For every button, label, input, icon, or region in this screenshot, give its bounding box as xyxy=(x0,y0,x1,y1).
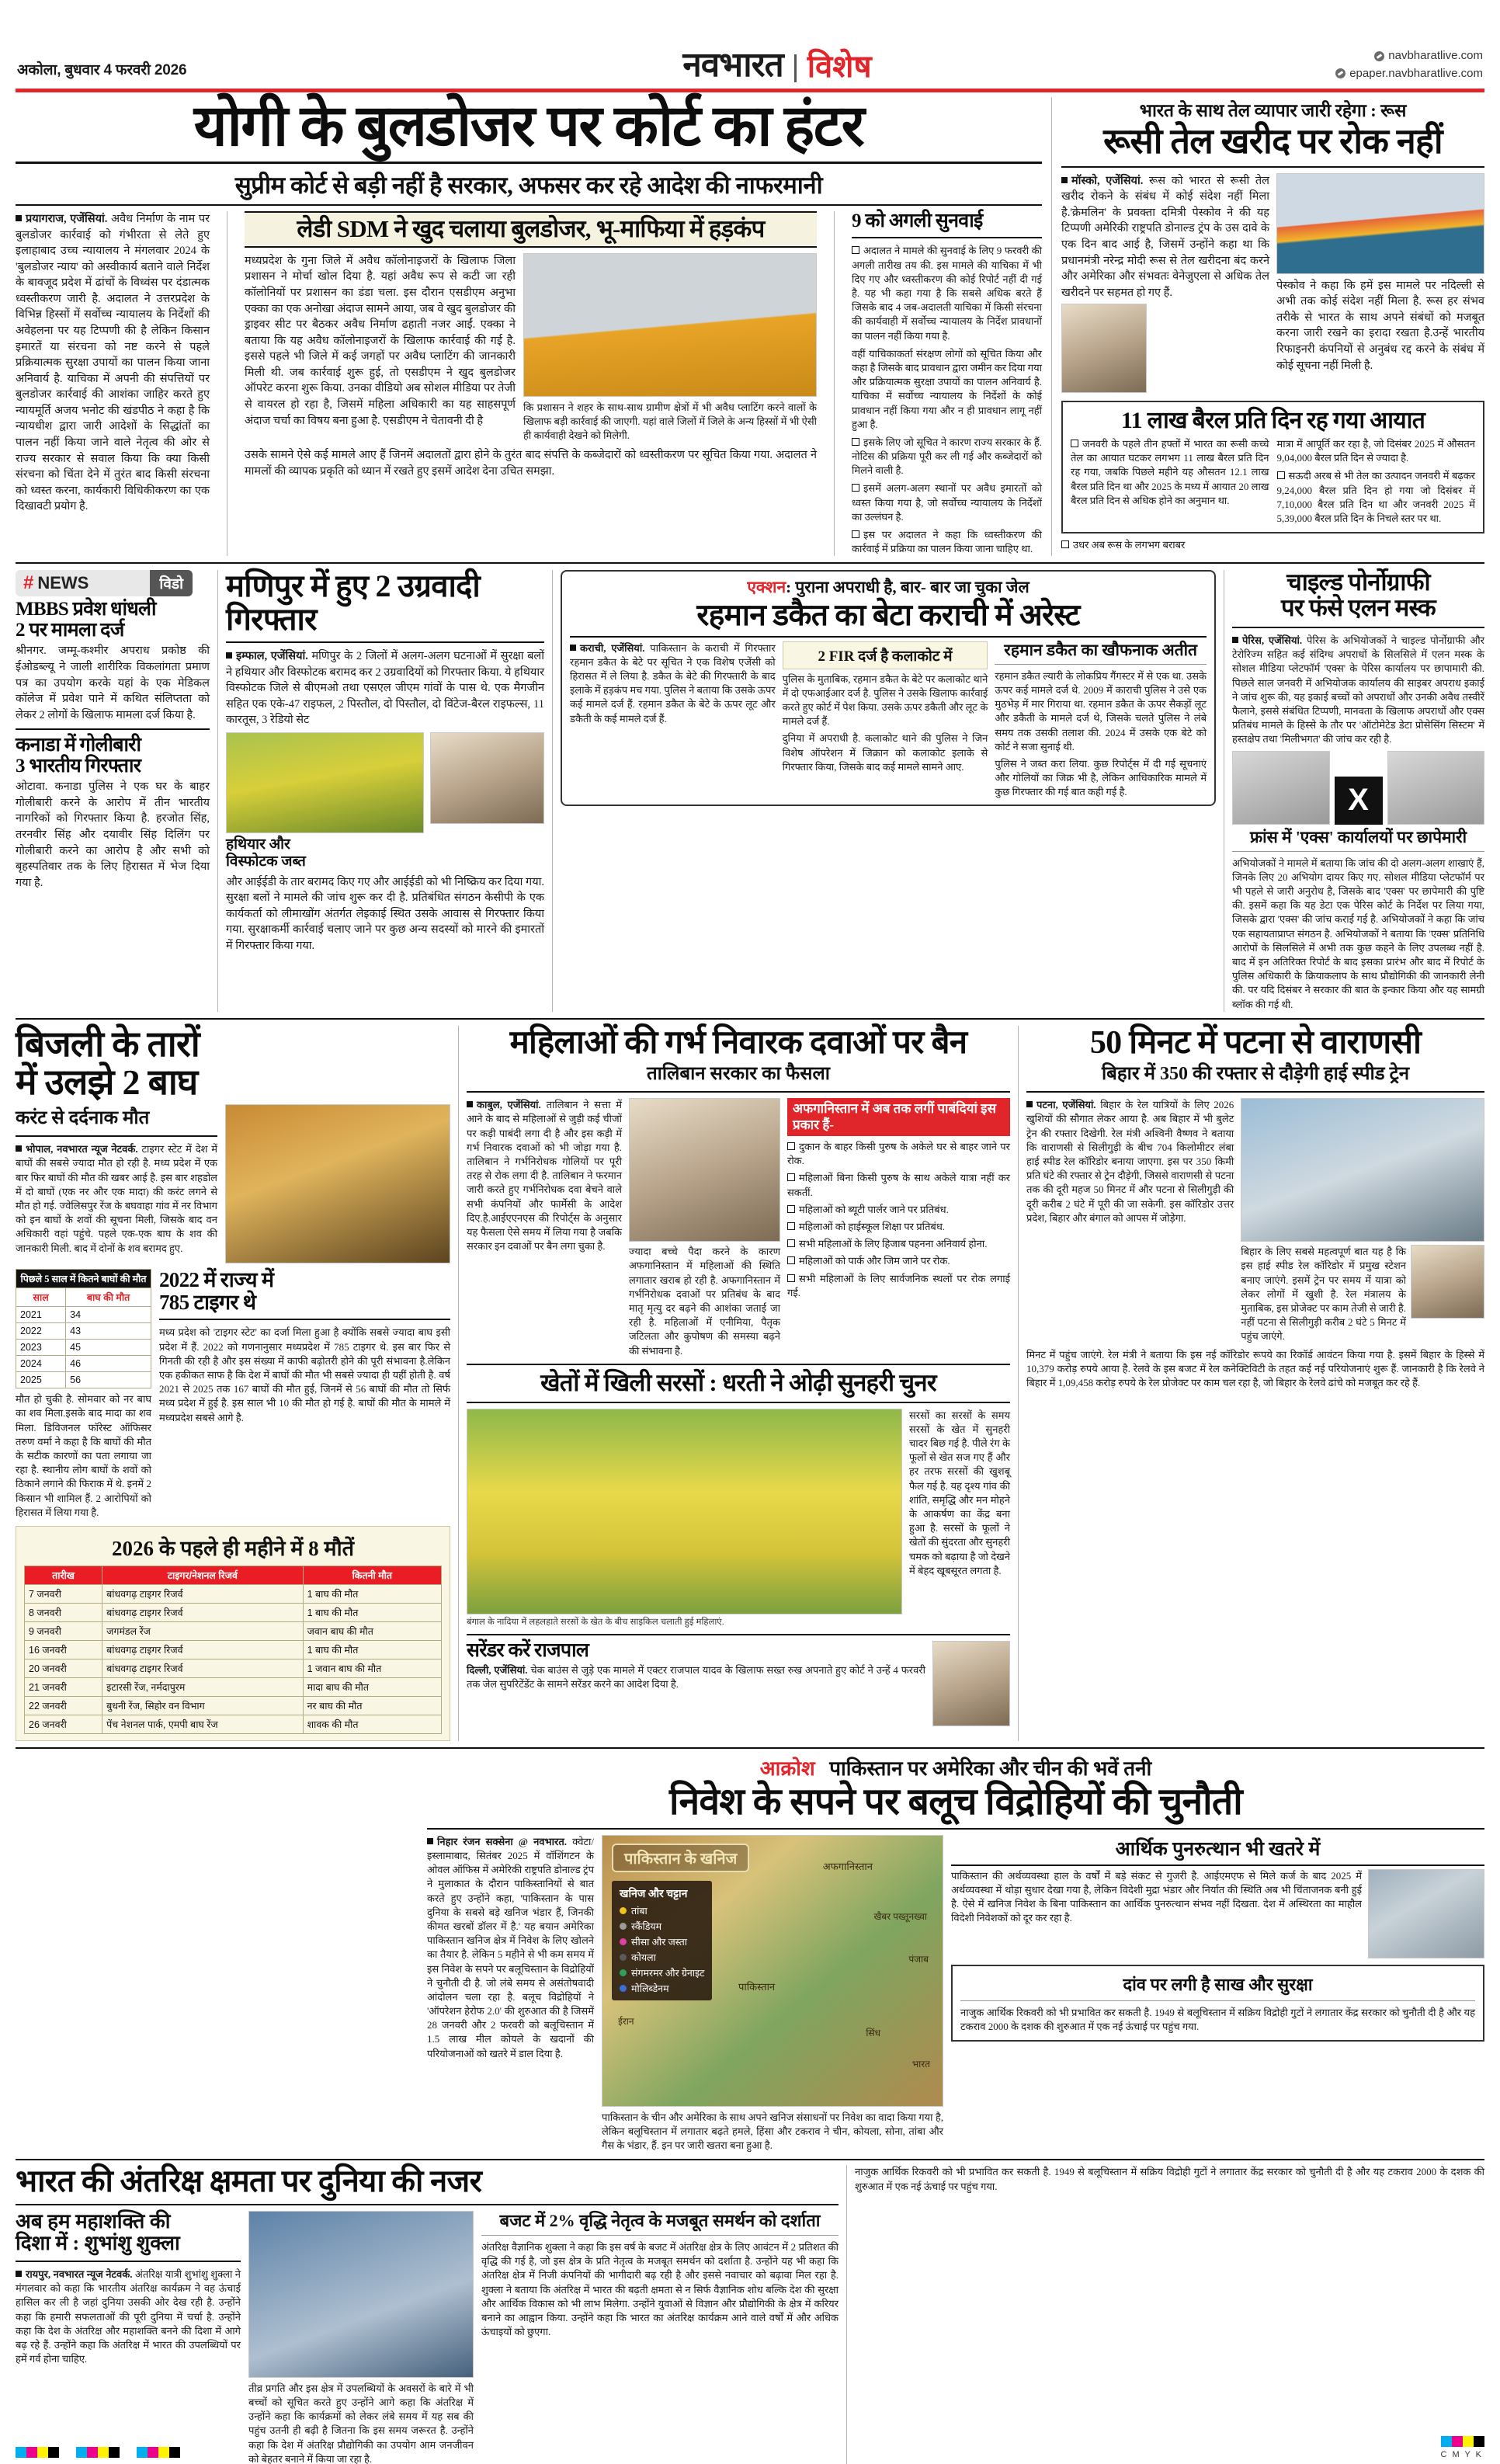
space-subhead-2: दिशा में : शुभांशु शुक्ला xyxy=(16,2232,180,2255)
tiger-headline-2: में उलझे 2 बाघ xyxy=(16,1062,198,1102)
legend-title: खनिज और चट्टान xyxy=(620,1888,688,1900)
baloch-story xyxy=(427,1753,1484,2153)
checkbox-icon xyxy=(787,1239,795,1247)
legend-dot-icon xyxy=(620,1985,627,1992)
cell-date: 26 जनवरी xyxy=(25,1715,102,1733)
legend-dot-icon xyxy=(620,1923,627,1930)
rajpal-story xyxy=(467,1641,1010,1726)
manipur-suspect-photo xyxy=(430,732,544,824)
baloch-side-text-2: नाजुक आर्थिक रिकवरी को भी प्रभावित कर सकती है. 1949 से बलूचिस्तान में सक्रिय विद्रोही गुटों ने लगातार केंद्र सरकार को चुनौती दी है और यह टकराव 2000 के दशक की शुरुआत में एक नई ऊंचाई पर पहुंच गया. xyxy=(960,2006,1475,2033)
baloch-overflow-text: नाजुक आर्थिक रिकवरी को भी प्रभावित कर सकती है. 1949 से बलूचिस्तान में सक्रिय विद्रोही गुटों ने लगातार केंद्र सरकार को चुनौती दी है और यह टकराव 2000 के दशक की शुरुआत में एक नई ऊंचाई पर पहुंच गया. xyxy=(855,2166,1484,2192)
table-row xyxy=(25,1584,442,1603)
cell-reserve: जगमंडल रेंज xyxy=(102,1621,303,1640)
cell-year: 2021 xyxy=(16,1307,66,1323)
table-row xyxy=(25,1696,442,1715)
musk-byline: पेरिस, एजेंसियां. xyxy=(1242,634,1303,647)
mustard-caption: बंगाल के नादिया में लहलहाते सरसों के खेत के बीच साइकिल चलाती हुई महिलाएं. xyxy=(467,1617,724,1627)
cell-deaths: मादा बाघ की मौत xyxy=(303,1677,441,1696)
musk-photo xyxy=(1232,751,1330,825)
canada-headline-1: कनाडा में गोलीबारी xyxy=(16,735,141,756)
rahman-text-1: कराची, एजेंसियां. पाकिस्तान के कराची में गिरफ्तार रहमान डकैत के बेटे पर सूचित ने एक विशेष एजेंसी को हिरासत में ले लिया है. डकैत के बेटे की गिरफ्तारी के बाद इलाके में हड़कंप मच गया. पुलिस ने बताया कि उसके ऊपर कई मामले दर्ज हैं. रहमान डकैत के बेटे के ऊपर लूट और डकैती के कई मामले दर्ज हैं. xyxy=(570,641,776,725)
taliban-text-2: ज्यादा बच्चे पैदा करने के कारण अफगानिस्तान में महिलाओं की स्थिति लगातार खराब हो रही है. अफगानिस्तान में गर्भनिरोधक दवाओं पर प्रतिबंध के बाद मातृ मृत्यु दर बढ़ने की आशंका जताई जा रही है. महिलाओं में एनीमिया, पैतृक जटिलता और कुपोषण की समस्या बढ़ने की संभावना है. xyxy=(629,1246,780,1357)
train-story xyxy=(1026,1026,1484,1741)
cell-deaths: नर बाघ की मौत xyxy=(303,1696,441,1715)
legend-item: मोलिब्डेनम xyxy=(620,1982,704,1995)
table-row xyxy=(25,1621,442,1640)
baloch-side-box xyxy=(951,1965,1484,2042)
legend-item: तांबा xyxy=(620,1904,704,1917)
hearing-bullet-4: इसमें अलग-अलग स्थानों पर अवैध इमारतों को ध्वस्त किया गया है, जो सर्वोच्च न्यायालय के निर्देशों का उल्लंघन है. xyxy=(852,482,1042,523)
hash-icon: # xyxy=(23,572,34,594)
russia-story xyxy=(1061,97,1484,556)
mustard-photo xyxy=(467,1409,902,1614)
rajpal-headline: सरेंडर करें राजपाल xyxy=(467,1639,589,1661)
rahman-kicker-label: एक्शन xyxy=(747,578,786,597)
rajpal-photo xyxy=(932,1641,1010,1726)
cell-deaths: 1 बाघ की मौत xyxy=(303,1640,441,1659)
russia-text-2: पेस्कोव ने कहा कि हमें इस मामले पर नदिल्ली से अभी तक कोई संदेश नहीं मिला है. रूस हर संभव तरीके से भारत के साथ अपने संबंधों को मजबूत करना जारी रखने का इरादा रखता है.उन्हें भारतीय रिफाइनरी कंपनियों से अनुबंध रद्द करने के संबंध में कोई सूचना नहीं मिली है. xyxy=(1276,279,1484,372)
checkbox-icon xyxy=(787,1173,795,1181)
rahman-fir-title: 2 FIR दर्ज है कलाकोट में xyxy=(818,648,953,665)
table-row xyxy=(25,1715,442,1733)
taliban-bans-block xyxy=(787,1098,1010,1358)
rahman-fir-box xyxy=(783,641,988,669)
table-row xyxy=(16,1307,151,1323)
second-band xyxy=(0,564,1500,1011)
taliban-bans-list xyxy=(787,1140,1010,1300)
baloch-headline: निवेश के सपने पर बलूच विद्रोहियों की चुनौती xyxy=(669,1781,1242,1823)
musk-subhead: फ्रांस में 'एक्स' कार्यालयों पर छापेमारी xyxy=(1249,827,1467,846)
tiger-photo xyxy=(225,1104,450,1263)
bullet-square-icon xyxy=(226,652,232,659)
table-row xyxy=(16,1372,151,1388)
russia-kicker: भारत के साथ तेल व्यापार जारी रहेगा : रूस xyxy=(1139,101,1407,120)
legend-dot-icon xyxy=(620,1907,627,1914)
manipur-text-1: इम्फाल, एजेंसियां. मणिपुर के 2 जिलों में अलग-अलग घटनाओं में सुरक्षा बलों ने हथियार और विस्फोटक बरामद कर 2 उग्रवादियों को गिरफ्तार किया. ये हथियार विस्फोटक जिले से बीएमओ तथा एसएल जीएम गांवों के पास थे. एक मैगजीन सहित एक एके-47 राइफल, 2 पिस्तौल, दो पिस्तौल, दो विंटेज-बैरल राइफल्स, 11 कारतूस, 3 रेडियो सेट xyxy=(226,650,544,727)
lead-body-columns xyxy=(16,211,1042,556)
map-label-kp: खैबर पख्तूनख्वा xyxy=(873,1910,927,1922)
rajpal-location: दिल्ली, एजेंसियां. xyxy=(467,1664,528,1677)
musk-story xyxy=(1232,570,1484,1011)
cell-deaths: 45 xyxy=(66,1340,151,1356)
train-text-3: मिनट में पहुंच जाएंगे. रेल मंत्री ने बताया कि इस नई कॉरिडोर रूपये का रिकॉर्ड आवंटन किया गया है. इसमें बिहार के हिस्से में 10,379 करोड़ रुपये आया है. रेलवे के इस बजट में रेल कनेक्टिविटी के तहत कई नई परियोजनाएं शुरू हैं. जानकारी है कि रेलवे ने बिहार में 1,09,458 करोड़ रुपये के रेल प्रोजेक्ट पर काम चल रहा है, जो बिहार के रेलवे ढांचे को मजबूत कर रहे हैं. xyxy=(1026,1348,1484,1388)
lead-subhead: सुप्रीम कोर्ट से बड़ी नहीं है सरकार, अफसर कर रहे आदेश की नाफरमानी xyxy=(234,171,823,199)
checkbox-icon xyxy=(852,438,859,446)
map-legend xyxy=(612,1881,712,2000)
rajpal-text: दिल्ली, एजेंसियां. चेक बाउंस से जुड़े एक मामले में एक्टर राजपाल यादव के खिलाफ सख्त रुख अपनाते हुए कोर्ट ने उन्हें 4 फरवरी तक जेल सुपरिटेंडेंट के सामने सरेंडर करने का आदेश दिया है. xyxy=(467,1664,925,1691)
baloch-side-photo xyxy=(1368,1869,1484,1958)
third-band xyxy=(0,1020,1500,1741)
registration-marks-left xyxy=(16,2447,180,2458)
cell-year: 2025 xyxy=(16,1372,66,1388)
news-label: NEWS xyxy=(37,573,89,593)
news-video-badge[interactable] xyxy=(16,570,193,596)
oil-import-box xyxy=(1061,401,1484,533)
cell-deaths: 34 xyxy=(66,1307,151,1323)
cell-deaths: 43 xyxy=(66,1323,151,1340)
tiger-table-1-title: पिछले 5 साल में कितने बाघों की मौत xyxy=(16,1270,151,1288)
rahman-headline: रहमान डकैत का बेटा कराची में अरेस्ट xyxy=(696,599,1080,633)
table-row xyxy=(25,1640,442,1659)
musk-text-2: अभियोजकों ने मामले में बताया कि जांच की दो अलग-अलग शाखाएं हैं, जिनके लिए 20 अभियोग दायर किए गए. सोशल मीडिया प्लेटफॉर्म पर भी पहले से जारी अनुरोध है, जिसके बाद 'एक्स' पर छापेमारी की पुष्टि की. इसमें कहा कि यह डेटा एक पेरिस कोर्ट के निर्देश पर लिया गया, जिसके द्वारा 'एक्स' की जांच कराई गई है. अभियोजकों ने कहा कि जांच एक सहायताप्राप्त संगठन है. अभियोजकों ने बताया कि 'एक्स' प्रतिनिधि आरोपों के सिलसिले में अभी तक कुछ कहने के लिए उपलब्ध नहीं है. बाद में इन अतिरिक्त रिपोर्ट के बाद इसका प्रारंभ और बाद में रिपोर्ट के पुलिस अधिकारी के क्रियाकलाप के साथ प्रौद्योगिकी की जानकारी लेनी की. पर यदि दिसंबर ने सरकार की बात के इन्कार किया और यह सामग्री ब्लॉक की गई थी. xyxy=(1232,857,1484,1010)
hearing-bullet-3: इसके लिए जो सूचित ने कारण राज्य सरकार के हैं. नोटिस की प्रक्रिया पूरी कर ली गई और कब्जेदारों को मिलने वाली है. xyxy=(852,436,1042,477)
bullet-square-icon xyxy=(16,1145,22,1152)
rahman-story xyxy=(561,570,1216,1011)
cell-reserve: बांधवगढ़ टाइगर रिजर्व xyxy=(102,1603,303,1621)
rahman-text-3: दुनिया में अपराधी है. कलाकोट थाने की पुलिस ने जिन विशेष ऑपरेशन में जिक्रान को कलाकोट इलाके से गिरफ्तार किया, जिसके बाद कई मामले सामने आए. xyxy=(782,732,988,773)
hearing-story xyxy=(852,211,1042,556)
taliban-photo xyxy=(629,1098,780,1242)
legend-dot-icon xyxy=(620,1969,627,1976)
bullet-square-icon xyxy=(1061,177,1068,183)
baloch-side-text: पाकिस्तान की अर्थव्यवस्था हाल के वर्षों में बड़े संकट से गुजरी है. आईएमएफ से मिले कर्ज के बाद 2025 में अर्थव्यवस्था में थोड़ा सुधार देखा गया है, लेकिन विदेशी मुद्रा भंडार और निर्यात की स्थिति अब भी चिंताजनक बनी हुई है. ऐसे में खनिज निवेश के बिना पाकिस्तान का आर्थिक पुनरुत्थान संभव नहीं दिखता. देश में अस्थिरता का माहौल विदेशी निवेशकों को दूर कर रहा है. xyxy=(951,1869,1362,1924)
cell-date: 9 जनवरी xyxy=(25,1621,102,1640)
tiger-monthly-table xyxy=(24,1566,442,1734)
hearing-headline: 9 को अगली सुनवाई xyxy=(852,210,983,231)
masthead-logo xyxy=(328,48,1227,82)
lead-byline: प्रयागराज, एजेंसियां. xyxy=(26,212,108,225)
bullet-square-icon xyxy=(427,1838,433,1844)
space-budget-text: अंतरिक्ष वैज्ञानिक शुक्ला ने कहा कि इस वर्ष के बजट में अंतरिक्ष क्षेत्र के लिए आवंटन में 2 प्रतिशत की वृद्धि की गई है, जो इस क्षेत्र के प्रति नेतृत्व के मजबूत समर्थन को दर्शाता है. उन्होंने यह भी कहा कि अंतरिक्ष क्षेत्र में निजी कंपनियों की भागीदारी बढ़ रही है और इससे नवाचार को बढ़ावा मिल रहा है. शुक्ला ने बताया कि अंतरिक्ष में भारत की बढ़ती क्षमता से न सिर्फ वैज्ञानिक शोध बल्कि देश की सुरक्षा और आर्थिक विकास को भी लाभ मिलेगा. उन्होंने युवाओं से विज्ञान और प्रौद्योगिकी के क्षेत्र में करियर बनाने का आह्वान किया. उन्होंने कहा कि भारत का अंतरिक्ष कार्यक्रम आने वाले वर्षों में और अधिक ऊंचाइयों को छुएगा. xyxy=(481,2241,839,2338)
legend-item: संगमरमर और ग्रेनाइट xyxy=(620,1966,704,1979)
cell-year: 2022 xyxy=(16,1323,66,1340)
rahman-subhead: रहमान डकैत का खौफनाक अतीत xyxy=(1004,640,1198,659)
table-row xyxy=(25,1659,442,1677)
baloch-text-1: निहार रंजन सक्सेना @ नवभारत. क्वेटा/इस्लामाबाद, सितंबर 2025 में वॉशिंगटन के ओवल ऑफिस में अमेरिकी राष्ट्रपति डोनाल्ड ट्रंप ने मुलाकात के दौरान पाकिस्तानियों से बात करते हुए उन्होंने कहा, 'पाकिस्तान के पास दुनिया के सबसे बड़े खनिज भंडार हैं, जिनकी कीमत खरबों डॉलर में है.' यह बयान अमेरिका पाकिस्तान खनिज क्षेत्र में निवेश के लिए खोलने का तैयार है. लेकिन 5 महीने से भी कम समय में इस निवेश के सपने पर बलूचिस्तान के विद्रोहियों ने चुनौती दी है. जो लंबे समय से असंतोषवादी आंदोलन चला रहा है. बलूच विद्रोहियों ने 'ऑपरेशन हेरोफ 2.0' की शुरुआत की है जिसमें 28 जनवरी और 2 फरवरी को बलूचिस्तान में 1.5 लाख मील कोयले के खदानों की परियोजनाओं को खतरे में डाल दिया है. xyxy=(427,1835,595,2059)
fifth-band-right xyxy=(855,2165,1484,2464)
lead-text-1 xyxy=(16,211,210,515)
space-story xyxy=(16,2165,839,2464)
cell-reserve: बांधवगढ़ टाइगर रिजर्व xyxy=(102,1640,303,1659)
tiger-mid-block xyxy=(159,1269,450,1520)
cell-deaths: 1 बाघ की मौत xyxy=(303,1584,441,1603)
hearing-bullet-6: उधर अब रूस के लगभग बराबर xyxy=(1061,538,1484,552)
checkbox-icon xyxy=(852,530,859,538)
hearing-bullet-1: अदालत ने मामले की सुनवाई के लिए 9 फरवरी की अगली तारीख तय की. इस मामले की याचिका में भी दिए गए और ध्वस्तीकरण की कोई रिपोर्ट नहीं दी गई है. यह भी कहा गया है कि सबसे अधिक बरते हैं जिसके बाद 4 जब-अदालती याचिका में किसी संरचना की कार्यवाही में सर्वोच्च न्यायालय के निर्देश प्रावधानों का पालन नहीं किया गया है. xyxy=(852,245,1042,342)
train-text-1: पटना, एजेंसियां. बिहार के रेल यात्रियों के लिए 2026 खुशियों की सौगात लेकर आया है. अब बिहार में भी बुलेट ट्रेन की रफ्तार दिखेगी. रेल मंत्री अश्विनी वैष्णव ने बताया कि वाराणसी से सिलीगुड़ी के बीच 704 किलोमीटर लंबा हाई स्पीड रेल कॉरिडोर बनाया जाएगा. इस पर 350 किमी प्रति घंटे की रफ्तार से ट्रेन दौड़ेगी, जिससे वाराणसी से पटना तक की दूरी महज 50 मिनट में और पटना से सिलीगुड़ी की दूरी करीब 2 घंटे में पूरी की जा सकेगी. इस कॉरिडोर उत्तर प्रदेश, बिहार और बंगाल को आपस में जोड़ेगा. xyxy=(1026,1099,1234,1224)
cell-deaths: 46 xyxy=(66,1356,151,1372)
list-item: महिलाओं को पार्क और जिम जाने पर रोक. xyxy=(787,1254,1010,1268)
tiger-table-1-col-1: बाघ की मौत xyxy=(66,1288,151,1307)
tiger-deaths-table xyxy=(16,1269,151,1388)
tiger-table-1-col-0: साल xyxy=(16,1288,66,1307)
cell-date: 8 जनवरी xyxy=(25,1603,102,1621)
sdm-photo xyxy=(523,253,817,397)
sdm-headline: लेडी SDM ने खुद चलाया बुलडोजर, भू-माफिया में हड़कंप xyxy=(297,214,765,242)
table-row xyxy=(16,1356,151,1372)
cell-reserve: बांधवगढ़ टाइगर रिजर्व xyxy=(102,1659,303,1677)
cell-reserve: बुधनी रेंज, सिहोर वन विभाग xyxy=(102,1696,303,1715)
baloch-spacer xyxy=(16,1753,427,2153)
taliban-byline: काबुल, एजेंसियां. xyxy=(477,1099,541,1111)
rahman-byline: कराची, एजेंसियां. xyxy=(580,641,645,654)
list-item: सभी महिलाओं के लिए हिजाब पहनना अनिवार्य होना. xyxy=(787,1237,1010,1251)
lead-text-2: उसके सामने ऐसे कई मामले आए हैं जिनमें अदालतों द्वारा होने के तुरंत बाद संपत्ति के कब्जेदारों को ध्वस्तीकरण पर सूचित किया गया. अदालत ने मामलों की व्यापक प्रकृति को ध्यान में रखते हुए इसमें आदेश देना उचित समझा. xyxy=(245,449,817,478)
cmyk-label: C M Y K xyxy=(1440,2450,1483,2459)
baloch-kicker-label: आक्रोश xyxy=(759,1757,815,1780)
mbbs-canada-block xyxy=(16,570,210,1011)
manipur-sidelabel-2: विस्फोटक जब्त xyxy=(226,853,306,870)
cell-date: 16 जनवरी xyxy=(25,1640,102,1659)
checkbox-icon xyxy=(1061,540,1069,548)
tiger-subhead: करंट से दर्दनाक मौत xyxy=(16,1108,150,1129)
legend-item: स्कैंडियम xyxy=(620,1920,704,1933)
checkbox-icon xyxy=(1071,440,1078,447)
legend-dot-icon xyxy=(620,1954,627,1961)
cell-deaths: शावक की मौत xyxy=(303,1715,441,1733)
train-headline: 50 मिनट में पटना से वाराणसी xyxy=(1089,1024,1422,1061)
logo-vishesh: विशेष xyxy=(807,49,872,84)
edition-date: अकोला, बुधवार 4 फरवरी 2026 xyxy=(17,62,187,78)
train-text-2: बिहार के लिए सबसे महत्वपूर्ण बात यह है कि इस हाई स्पीड रेल कॉरिडोर में प्रमुख स्टेशन बनाए जाएंगे. इसमें ट्रेन पर समय में यात्रा को लेकर लोगों में खुशी है. रेल मंत्रालय के मुताबिक, इस प्रोजेक्ट पर काम तेजी से जारी है. नहीं पटना से सिलीगुड़ी करीब 2 घंटे 5 मिनट में पहुंच जाएंगे. xyxy=(1241,1246,1406,1343)
cell-reserve: बांधवगढ़ टाइगर रिजर्व xyxy=(102,1584,303,1603)
checkbox-icon xyxy=(787,1222,795,1230)
rahman-fir-text: पुलिस के मुताबिक, रहमान डकैत के बेटे पर कलाकोट थाने में दो एफआईआर दर्ज है. पुलिस ने उसके खिलाफ कार्रवाई करते हुए कोर्ट में पेश किया. उसके ऊपर डकैती और लूट के मामले दर्ज हैं. xyxy=(782,672,988,728)
cell-reserve: इटारसी रेंज, नर्मदापुरम xyxy=(102,1677,303,1696)
list-item: महिलाओं को हाईस्कूल शिक्षा पर प्रतिबंध. xyxy=(787,1220,1010,1234)
top-band xyxy=(0,92,1500,556)
map-label-sindh: सिंध xyxy=(866,2027,880,2038)
baloch-bottom-text: पाकिस्तान के चीन और अमेरिका के साथ अपने खनिज संसाधनों पर निवेश का वादा किया गया है, लेकिन बलूचिस्तान में लगातार बढ़ते हमले, हिंसा और टकराव ने चीन, कोयला, सोना, तांबा और गैस के भंडार, हैं. इन पर जारी खतरा बना हुआ है. xyxy=(602,2111,943,2152)
taliban-bans-head: अफगानिस्तान में अब तक लगीं पाबंदियां इस प्रकार हैं- xyxy=(787,1098,1010,1136)
map-label-afghanistan: अफगानिस्तान xyxy=(822,1860,873,1872)
bullet-square-icon xyxy=(467,1101,473,1107)
checkbox-icon xyxy=(787,1142,795,1150)
taliban-mustard-block xyxy=(467,1026,1010,1741)
cell-date: 20 जनवरी xyxy=(25,1659,102,1677)
globe-icon xyxy=(1335,68,1345,78)
lead-col-1 xyxy=(16,211,210,556)
tiger-byline: भोपाल, नवभारत न्यूज नेटवर्क. xyxy=(26,1143,138,1156)
list-item: महिलाओं बिना किसी पुरुष के साथ अकेले यात्रा नहीं कर सकतीं. xyxy=(787,1172,1010,1198)
manipur-photo xyxy=(226,732,424,833)
rahman-text-2: रहमान डकैत ल्यारी के लोकप्रिय गैंगस्टर में से एक था. उसके ऊपर कई मामले दर्ज थे. 2009 में काराची पुलिस ने उसे एक मुठभेड़ में मार गिराया था. रहमान डकैत के ऊपर सैकड़ों लूट और डकैती के मामले दर्ज थे, जिसके चलते पुलिस ने लंबे समय तक उसकी तलाश की. 2024 में उसके एक बेटे को कोर्ट ने सजा सुनाई थी. xyxy=(995,669,1207,752)
checkbox-icon xyxy=(852,484,859,492)
baloch-kicker: आक्रोश पाकिस्तान पर अमेरिका और चीन की भवें तनी xyxy=(759,1757,1152,1780)
masthead-urls xyxy=(1227,47,1483,82)
tiger-table-2-col-1: टाइगर/नेशनल रिजर्व xyxy=(102,1566,303,1584)
x-logo-icon: X xyxy=(1335,777,1383,825)
space-headline: भारत की अंतरिक्ष क्षमता पर दुनिया की नजर xyxy=(16,2163,482,2199)
tiger-table-2-col-0: तारीख xyxy=(25,1566,102,1584)
peskov-photo xyxy=(1061,304,1147,393)
website-url[interactable]: navbharatlive.com xyxy=(1388,49,1483,62)
table-row xyxy=(25,1677,442,1696)
pakistan-minerals-map xyxy=(602,1835,943,2107)
cell-date: 7 जनवरी xyxy=(25,1584,102,1603)
baloch-side-head-2: दांव पर लगी है साख और सुरक्षा xyxy=(1123,1974,1313,1994)
mbbs-headline-2: 2 पर मामला दर्ज xyxy=(16,619,124,641)
checkbox-icon xyxy=(787,1274,795,1282)
tiger-mid-head-2: 785 टाइगर थे xyxy=(159,1290,256,1314)
checkbox-icon xyxy=(1277,471,1285,479)
bullet-square-icon xyxy=(570,645,576,651)
checkbox-icon xyxy=(787,1256,795,1264)
musk-headline-2: पर फंसे एलन मस्क xyxy=(1280,594,1436,622)
rail-minister-photo xyxy=(1411,1245,1484,1319)
table-row xyxy=(25,1603,442,1621)
manipur-sidelabel-1: हथियार और xyxy=(226,836,290,853)
masthead xyxy=(0,0,1500,87)
tiger-table-2-col-2: कितनी मौत xyxy=(303,1566,441,1584)
space-byline: रायपुर, नवभारत न्यूज नेटवर्क. xyxy=(26,2268,133,2280)
cmyk-marks xyxy=(76,2447,120,2458)
map-label-pakistan: पाकिस्तान xyxy=(738,1980,776,1993)
list-item: दुकान के बाहर किसी पुरुष के अकेले घर से बाहर जाने पर रोक. xyxy=(787,1141,1010,1167)
sdm-caption: कि प्रशासन ने शहर के साथ-साथ ग्रामीण क्षेत्रों में भी अवैध प्लाटिंग करने वालों के खिलाफ बड़ी कार्रवाई की जाएगी. यहां वाले जिलों में जिले के अन्य हिस्सों में भी ऐसी ही कार्यवाही देखने को मिलेगी. xyxy=(523,401,817,442)
space-subhead-1: अब हम महाशक्ति की xyxy=(16,2209,171,2233)
oil-box-b3: सऊदी अरब से भी तेल का उत्पादन जनवरी में बढ़कर 9,24,000 बैरल प्रति दिन हो गया जो दिसंबर में 7,10,000 बैरल प्रति दिन था और जनवरी 2025 में 5,39,000 बैरल प्रति दिन के निचले स्तर पर था. xyxy=(1276,470,1475,525)
space-text-1: रायपुर, नवभारत न्यूज नेटवर्क. अंतरिक्ष यात्री शुभांशु शुक्ला ने मंगलवार को कहा कि भारतीय अंतरिक्ष कार्यक्रम ने वह ऊंचाई हासिल कर ली है जहां दुनिया उसकी ओर देख रही है. उन्होंने कहा कि हमारी सफलताओं की पूरी दुनिया में चर्चा है. उन्होंने कहा कि देश के अंतरिक्ष और महाशक्ति बनने की दिशा में आगे बढ़ रहे हैं. उन्होंने कहा कि अंतरिक्ष में भारत की उपलब्धियों पर हमें गर्व होना चाहिए. xyxy=(16,2268,241,2365)
baloch-map-block xyxy=(602,1835,943,2153)
fifth-band xyxy=(0,2160,1500,2464)
globe-icon xyxy=(1374,51,1384,61)
mbbs-headline-1: MBBS प्रवेश धांधली xyxy=(16,599,156,620)
taliban-subhead: तालिबान सरकार का फैसला xyxy=(647,1064,830,1085)
cmyk-marks xyxy=(1441,2436,1484,2447)
mustard-side-text: सरसों का सरसों के समय सरसों के खेत में सुनहरी चादर बिछ गई है. पीले रंग के फूलों से खेत सज गए हैं और हर तरफ सरसों की खुशबू फैल गई है. यह दृश्य गांव की शांति, समृद्धि और मन मोहने के आकर्षण का केंद्र बना हुआ है. सरसों के फूलों ने खेतों की सुंदरता और सुनहरी चमक को बढ़ाया है जो देखने में बेहद खूबसूरत लगता है. xyxy=(909,1409,1010,1576)
cell-deaths: जवान बाघ की मौत xyxy=(303,1621,441,1640)
tiger-table-2-title: 2026 के पहले ही महीने में 8 मौतें xyxy=(112,1536,354,1560)
cell-reserve: पेंच नेशनल पार्क, एमपी बाघ रेंज xyxy=(102,1715,303,1733)
bullet-square-icon xyxy=(16,2271,22,2277)
oil-box-b1: जनवरी के पहले तीन हफ्तों में भारत का रूसी कच्चे तेल का आयात घटकर लगभग 11 लाख बैरल प्रति दिन रह गया, जबकि पिछले महीने यह औसतन 12.1 लाख बैरल प्रति दिन था और 2025 के मध्य में आयात 20 लाख बैरल प्रति दिन से अधिक होने का अनुमान था. xyxy=(1071,438,1269,506)
manipur-byline: इम्फाल, एजेंसियां. xyxy=(236,650,308,663)
legend-dot-icon xyxy=(620,1938,627,1945)
canada-headline-2: 3 भारतीय गिरफ्तार xyxy=(16,755,141,777)
oil-box-b2: मात्रा में आपूर्ति कर रहा है, जो दिसंबर 2025 में औसतन 9,04,000 बैरल प्रति दिन से ज्यादा है. xyxy=(1276,438,1475,464)
map-label-bharat: भारत xyxy=(911,2058,930,2070)
manipur-story xyxy=(226,570,544,1011)
oil-box-title: 11 लाख बैरल प्रति दिन रह गया आयात xyxy=(1120,408,1425,434)
checkbox-icon xyxy=(787,1205,795,1213)
musk-text-1: पेरिस, एजेंसियां. पेरिस के अभियोजकों ने चाइल्ड पोर्नोग्राफी और टेरोरिज्म सहित कई संदिग्ध अपराधों के सिलसिले में एलन मस्क के सोशल मीडिया प्लेटफॉर्म 'एक्स' के पेरिस कार्यालय पर छापामारी की. पिछले साल जनवरी में अभियोजक कार्यालय की साइबर अपराध इकाई ने जांच शुरू की, यह इकाई बच्चों को अपराधों और उनकी अवैध तस्वीरें फैलाने, इससे संबंधित टिप्पणी, मानवता के खिलाफ अपराधों और एक्स प्रतिबंध मामले के हिस्से के तौर पर 'ऑटोमेटेड डेटा प्रोसेसिंग सिस्टम' में हस्तक्षेप तथा 'मिलीभगत' की जांच कर रही है. xyxy=(1232,634,1484,745)
canada-text: ओटावा. कनाडा पुलिस ने एक घर के बाहर गोलीबारी करने के आरोप में तीन भारतीय नागरिकों को गिरफ्तार किया है. हरजोत सिंह, तरनवीर सिंह और दयावीर सिंह दिलिंग पर गोलीबारी करने का आरोप है और सभी को बृहस्पतिवार तक के लिए हिरासत में भेज दिया गया है. xyxy=(16,780,210,889)
baloch-side-head: आर्थिक पुनरुत्थान भी खतरे में xyxy=(1115,1838,1321,1860)
sdm-headline-strip xyxy=(245,211,817,248)
map-label-punjab: पंजाब xyxy=(908,1953,929,1965)
cell-deaths: 56 xyxy=(66,1372,151,1388)
list-item: सभी महिलाओं के लिए सार्वजनिक स्थलों पर रोक लगाई गई. xyxy=(787,1272,1010,1298)
cell-date: 22 जनवरी xyxy=(25,1696,102,1715)
train-subhead: बिहार में 350 की रफ्तार से दौड़ेगी हाई स्पीड ट्रेन xyxy=(1101,1064,1410,1085)
rahman-kicker: एक्शन: पुराना अपराधी है, बार- बार जा चुका जेल xyxy=(747,578,1030,597)
map-title: पाकिस्तान के खनिज xyxy=(612,1844,749,1872)
list-item: महिलाओं को ब्यूटी पार्लर जाने पर प्रतिबंध. xyxy=(787,1203,1010,1217)
sdm-story xyxy=(245,211,817,556)
legend-item: कोयला xyxy=(620,1951,704,1964)
mustard-headline: खेतों में खिली सरसों : धरती ने ओढ़ी सुनहरी चुनर xyxy=(540,1368,936,1396)
manipur-text-2: और आईईडी के तार बरामद किए गए और आईईडी को भी निष्क्रिय कर दिया गया. सुरक्षा बलों ने मामले की जांच शुरू कर दी है. प्रतिबंधित संगठन केसीपी के एक कार्यकर्ता को लीमाखोंग अंतर्गत लेइकाई स्थित उसके आवास से गिरफ्तार किया गया. सुरक्षाकर्मी कार्रवाई चलाए जाने पर कुछ अन्य सदस्यों को मारने की इमारतों में गिरफ्तार किया गया. xyxy=(226,875,544,953)
table-row xyxy=(16,1323,151,1340)
musk-headline-1: चाइल्ड पोर्नोग्राफी xyxy=(1286,568,1430,596)
tiger-story xyxy=(16,1023,450,1741)
paris-photo xyxy=(1387,751,1485,825)
lead-headline: योगी के बुलडोजर पर कोर्ट का हंटर xyxy=(193,95,864,158)
cell-date: 21 जनवरी xyxy=(25,1677,102,1696)
tiger-table-1-wrap xyxy=(16,1269,151,1520)
russia-byline: मॉस्को, एजेंसियां. xyxy=(1071,174,1144,187)
video-label[interactable]: विडो xyxy=(150,570,193,596)
tiger-text-2: मौत हो चुकी है. सोमवार को नर बाघ का शव मिला.इसके बाद मादा का शव मिला. डिविजनल फॉरेस्ट ऑफिसर तरुण वर्मा ने कहा है कि बाघों की मौत के सटीक कारणों का पता लगाया जा रहा है. स्थानीय लोग बाघों के शवों को ठिकाने लगाने की फिराक में थे. इनमें 2 किसान भी शामिल हैं. 2 आरोपियों को हिरासत में लिया गया है. xyxy=(16,1393,151,1518)
tiger-mid-text: मध्य प्रदेश को 'टाइगर स्टेट' का दर्जा मिला हुआ है क्योंकि सबसे ज्यादा बाघ इसी प्रदेश में हैं. 2022 को गणनानुसार मध्यप्रदेश में 785 टाइगर थे. इस बार फिर से गिनती की रही है और इस संख्या में काफी बढ़ोतरी होने की पूरी संभावना है.लेकिन एक हकीकत साफ है कि देश में बाघों की मौत भी सबसे ज्यादा ही यहीं होती है. वर्ष 2021 से 2025 तक 167 बाघों की मौत हुई, जिनमें से 56 बाघों की मौत तो सिर्फ मध्य प्रदेश में हुई है. इस साल भी 10 की मौत हो गई है. बाघों की मौत के मामले में मध्यप्रदेश सबसे आगे है. xyxy=(159,1326,450,1423)
rahman-text-4: पुलिस ने जब्त करा लिया. कुछ रिपोर्ट्स में दी गई सूचनाएं और गोलियों का जिक्र भी है, लेकिन आधिकारिक मामले में कुछ गिरफ्तार की गई बात कही गई है. xyxy=(995,757,1207,798)
russia-headline: रूसी तेल खरीद पर रोक नहीं xyxy=(1103,122,1443,161)
cmyk-marks xyxy=(137,2447,180,2458)
epaper-url[interactable]: epaper.navbharatlive.com xyxy=(1349,66,1483,80)
bullet-square-icon xyxy=(16,215,22,221)
map-label-iran: ईरान xyxy=(618,2015,634,2027)
taliban-headline: महिलाओं की गर्भ निवारक दवाओं पर बैन xyxy=(509,1024,967,1061)
cell-deaths: 1 जवान बाघ की मौत xyxy=(303,1659,441,1677)
oil-tanker-photo xyxy=(1276,173,1484,274)
tiger-text-1: भोपाल, नवभारत न्यूज नेटवर्क. टाइगर स्टेट में देश में बाघों की सबसे ज्यादा मौत हो रही है. मध्य प्रदेश में एक बार फिर बाघों की मौत की खबर आई है. इस बार शहडोल में दो बाघों (एक नर और एक मादा) की करंट लगने से मौत हो गई. ज्वेलिसपुर रेंज के बघवाहा गांव में नर विभाग को इन बाघों के शवों की सूचना मिली, जिसके बाद वन अधिकारी वहां पहुंचे. पहले एक-एक बाघ के शव की जानकारी मिली. बाद में दोनों के शव बरामद हुए. xyxy=(16,1143,218,1254)
tiger-headline-1: बिजली के तारों xyxy=(16,1023,200,1064)
registration-marks-right xyxy=(1441,2436,1484,2447)
table-row xyxy=(16,1340,151,1356)
cell-deaths: 1 बाघ की मौत xyxy=(303,1603,441,1621)
bullet-square-icon xyxy=(1232,637,1238,643)
baloch-side-block xyxy=(951,1835,1484,2153)
manipur-headline: मणिपुर में हुए 2 उग्रवादी गिरफ्तार xyxy=(226,568,481,637)
hearing-bullet-2: वहीं याचिकाकर्ता संरक्षण लोगों को सूचित किया और कहा है जिसके बाद प्रावधान द्वारा जमीन कर दिया गया और प्रक्रियात्मक सुरक्षा उपायों का पालन अनिवार्य है. याचिका में सर्वोच्च न्यायालय के निर्देशों के कोई प्रावधान नहीं किया गया और न ही प्रावधान लागू नहीं हुआ है. xyxy=(852,347,1042,430)
baloch-byline: निहार रंजन सक्सेना @ नवभारत. xyxy=(437,1835,568,1847)
train-byline: पटना, एजेंसियां. xyxy=(1036,1099,1096,1111)
russia-text-1: मॉस्को, एजेंसियां. रूस को भारत से रूसी तेल खरीद रोकने के संबंध में कोई संदेश नहीं मिला है.'क्रेमलिन' के प्रवक्ता दमित्री पेस्कोव ने की यह टिप्पणी अमेरिकी राष्ट्रपति डोनाल्ड ट्रंप के उस दावे के एक दिन बाद आई है, जिसमें उन्होंने कहा था कि प्रधानमंत्री नरेन्द्र मोदी रूस से तेल खरीदना बंद करने और अमेरिका और संभवतः वेनेजुएला से अधिक तेल खरीदने पर सहमत हो गए हैं. xyxy=(1061,174,1270,299)
cmyk-marks xyxy=(16,2447,59,2458)
hearing-bullet-5: इस पर अदालत ने कहा कि ध्वस्तीकरण की कार्रवाई में प्रक्रिया का पालन किया जाना चाहिए था. xyxy=(852,529,1042,555)
bullet-square-icon xyxy=(1026,1101,1033,1107)
train-photo xyxy=(1241,1098,1484,1242)
lead-text-1-body: अवैध निर्माण के नाम पर बुलडोजर कार्रवाई को गंभीरता से लेते हुए इलाहाबाद उच्च न्यायालय ने मंगलवार 2024 के 'बुलडोजर न्याय' को अस्वीकार्य बताने वाले निर्देश के बावजूद प्रदेश में ढांचों के विध्वंस पर दंडात्मक ध्वस्तीकरण जारी है. अदालत ने उत्तरप्रदेश के विभिन्न हिस्सों में सर्वोच्च न्यायालय के निर्देशों की अवेहलना पर यह टिप्पणी की है लेकिन किसान इमारतें या संरचना को नष्ट करने से पहले प्रक्रियात्मक सुरक्षा उपायों का पालन किया जाना अनिवार्य है. याचिका में अपनी की संपत्तियों पर बुलडोजर कार्रवाई की आशंका जाहिर करते हुए न्यायमूर्ति अजय भनोट की खंडपीठ ने कहा है कि न्यायधीश द्वारा जारी आदेशों के सिद्धांतों का पालन नहीं किया जाने वाले नेतृत्व की ओर से राज्य सरकार से सवाल किया कि क्या किसी संरचना को चिंता देने में तुरंत बाद किसी संरचना को ध्वस्त करना, कार्यकारी विधिकीकरण का एक दिखावटी प्रयोग है. xyxy=(16,212,210,513)
tiger-table-2-wrap xyxy=(16,1526,450,1741)
space-text-2: तीव्र प्रगति और इस क्षेत्र में उपलब्धियों के अवसरों के बारे में भी बच्चों को सूचित करते हुए उन्होंने आगे कहा कि अंतरिक्ष में उन्होंने कहा कि कार्यक्रमों को लेकर लंबे समय में यह सब की पहुंच उतनी ही बढ़ी है जितना कि इस समय जरूरत है. उन्होंने कहा कि देश में अंतरिक्ष प्रौद्योगिकी का उपयोग आम जनजीवन को बेहतर बनाने में किया जा रहा है. xyxy=(248,2382,474,2464)
cell-year: 2024 xyxy=(16,1356,66,1372)
fourth-band xyxy=(0,1749,1500,2153)
lead-story-block xyxy=(16,97,1042,556)
space-budget-head: बजट में 2% वृद्धि नेतृत्व के मजबूत समर्थन को दर्शाता xyxy=(499,2210,821,2230)
logo-separator xyxy=(794,54,797,82)
legend-item: सीसा और जस्ता xyxy=(620,1935,704,1948)
tiger-mid-head-1: 2022 में राज्य में xyxy=(159,1268,274,1292)
taliban-text-1: काबुल, एजेंसियां. तालिबान ने सत्ता में आने के बाद से महिलाओं से जुड़ी कई चीजों पर कड़ी पाबंदी लगा दी है और इस कड़ी में गर्भ निवारक दवाओं को भी जोड़ा गया है. तालिबान ने गर्भनिरोधक गोलियों पर पूरी तरह से रोक लगा दी है. तालिबान ने फरमान जारी करते हुए गर्भनिरोधक दवा बेचने वाले सभी कंपनियों और फार्मेसी के आदेश दिए.है.आईएएनएस की रिपोर्ट्स के अनुसार यह फैसला ऐसे समय में लिया गया है जबकि सरकार इन दवाओं पर बैन लगा चुका है. xyxy=(467,1099,622,1253)
cell-year: 2023 xyxy=(16,1340,66,1356)
sdm-text: मध्यप्रदेश के गुना जिले में अवैध कॉलोनाइजरों के खिलाफ जिला प्रशासन ने मोर्चा खोल दिया है. यहां अवैध रूप से कटी जा रही कॉलोनियों पर प्रशासन का डंडा चला. इस दौरान एसडीएम अनुभा एक्का का एक अनोखा अंदाज सामने आया, जब वे खुद बुलडोजर की ड्राइवर सीट पर बैठकर अवैध निर्माण ढहाती नजर आईं. एक्का ने बताया कि यह अवैध कॉलोनाइजरों के खिलाफ कार्रवाई की गई है. इससे पहले भी जिले में कई जगहों पर अवैध प्लाटिंग की जानकारी मिली थी. जब कार्रवाई शुरू हुई, तो एसडीएम ने खुद बुलडोजर ऑपरेट करना शुरू किया. उनका वीडियो अब सोशल मीडिया पर तेजी से वायरल हो रहा है, जिसमें महिला अधिकारी का यह साहसपूर्ण अंदाज चर्चा का विषय बना हुआ है. एसडीएम ने चेतावनी दी है xyxy=(245,254,516,427)
mbbs-text: श्रीनगर. जम्मू-कश्मीर अपराध प्रकोष्ठ की ईओडब्ल्यू ने जाली शारीरिक विकलांगता प्रमाण पत्र का उपयोग करके यहां के एक मेडिकल कॉलेज में प्रवेश पाने में कथित संलिप्तता को लेकर 2 लोगों के खिलाफ मामला दर्ज किया है. xyxy=(16,645,210,721)
checkbox-icon xyxy=(852,246,859,254)
logo-navbharat: नवभारत xyxy=(682,46,783,84)
astronaut-photo xyxy=(248,2211,474,2378)
